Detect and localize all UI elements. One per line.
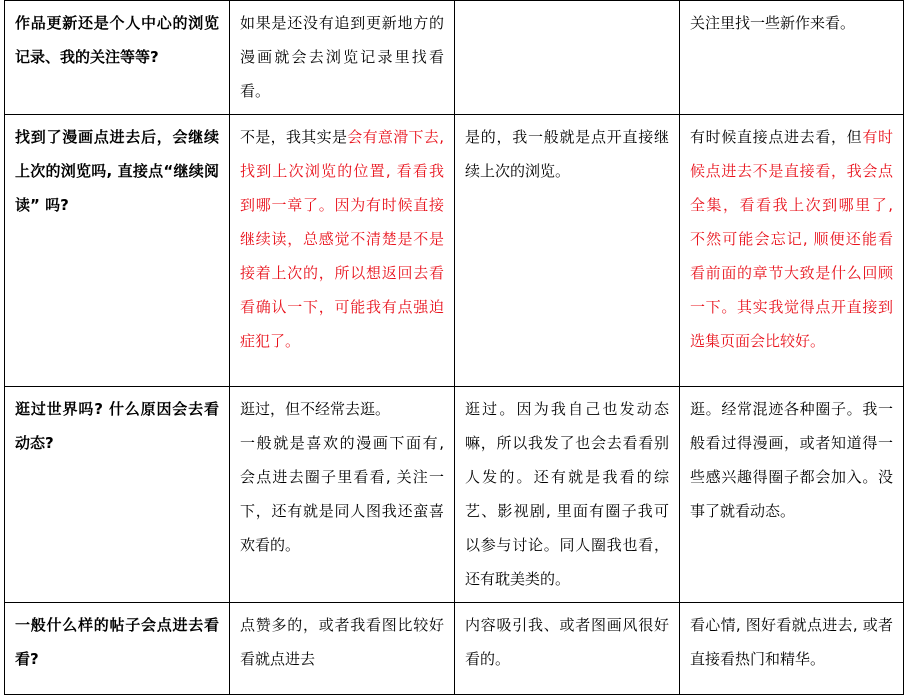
question-cell: 一般什么样的帖子会点进去看看? <box>5 603 230 695</box>
answer-cell <box>680 387 904 603</box>
answer-cell <box>455 603 680 695</box>
answer-text: 一般就是喜欢的漫画下面有, 会点进去圈子里看看, 关注一下，还有就是同人图我还蛮喜欢看的。 <box>240 434 444 554</box>
answer-cell <box>455 387 680 603</box>
answer-cell <box>230 115 455 387</box>
interview-table <box>4 0 904 695</box>
table-row <box>5 115 904 387</box>
question-cell: 找到了漫画点进去后，会继续上次的浏览吗, 直接点“继续阅读” 吗? <box>5 115 230 387</box>
answer-text: 关注里找一些新作来看。 <box>690 14 856 32</box>
answer-text: 点赞多的，或者我看图比较好看就点进去 <box>240 616 444 668</box>
highlighted-answer-text: 有时候点进去不是直接看，我会点全集，看看我上次到哪里了, 不然可能会忘记, 顺便还能看看前面的章节大致是什么回顾一下。其实我觉得点开直接到选集页面会比较好。 <box>690 128 893 350</box>
highlighted-answer-text: 会有意滑下去, 找到上次浏览的位置, 看看我到哪一章了。因为有时候直接继续读，总感觉不清楚是不是接着上次的，所以想返回去看看确认一下，可能我有点强迫症犯了。 <box>240 128 444 350</box>
answer-cell <box>680 1 904 115</box>
answer-text: 内容吸引我、或者图画风很好看的。 <box>465 616 669 668</box>
answer-text: 如果是还没有追到更新地方的漫画就会去浏览记录里找看看。 <box>240 14 444 100</box>
answer-cell <box>230 387 455 603</box>
answer-text: 逛。经常混迹各种圈子。我一般看过得漫画，或者知道得一些感兴趣得圈子都会加入。没事了就看动态。 <box>690 400 893 520</box>
answer-cell <box>455 1 680 115</box>
answer-text: 看心情, 图好看就点进去, 或者直接看热门和精华。 <box>690 616 893 668</box>
question-cell: 逛过世界吗? 什么原因会去看动态? <box>5 387 230 603</box>
answer-text: 是的，我一般就是点开直接继续上次的浏览。 <box>465 128 669 180</box>
answer-cell <box>680 115 904 387</box>
answer-cell <box>455 115 680 387</box>
table-row <box>5 1 904 115</box>
answer-cell <box>230 1 455 115</box>
table-row <box>5 387 904 603</box>
answer-text: 逛过。因为我自己也发动态嘛，所以我发了也会去看看别人发的。还有就是我看的综艺、影视剧, 里面有圈子我可以参与讨论。同人圈我也看，还有耽美类的。 <box>465 400 669 588</box>
answer-cell <box>230 603 455 695</box>
answer-text: 有时候直接点进去看，但 <box>690 128 863 146</box>
answer-text: 不是，我其实是 <box>240 128 348 146</box>
answer-cell <box>680 603 904 695</box>
table-row <box>5 603 904 695</box>
answer-text: 逛过，但不经常去逛。 <box>240 400 391 418</box>
question-cell: 作品更新还是个人中心的浏览记录、我的关注等等? <box>5 1 230 115</box>
